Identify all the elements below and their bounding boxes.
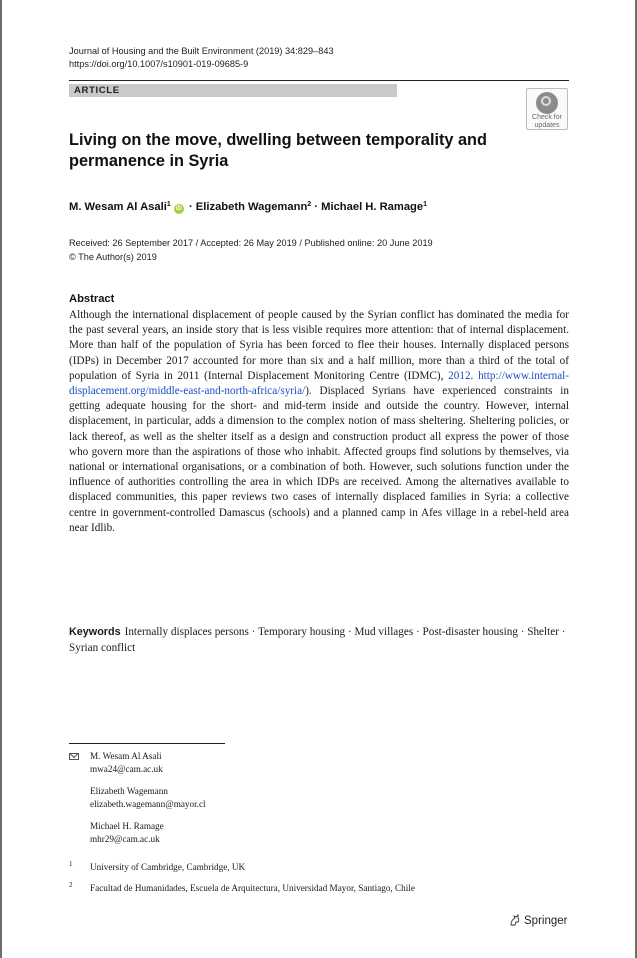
envelope-icon — [69, 753, 79, 760]
contact-name: Michael H. Ramage — [90, 821, 164, 831]
check-for-updates-badge[interactable] — [526, 88, 568, 130]
publisher-name: Springer — [524, 915, 568, 927]
author-list — [69, 197, 427, 215]
contact-name: Elizabeth Wagemann — [90, 786, 168, 796]
orcid-icon[interactable]: iD — [175, 206, 182, 212]
keywords-list: Internally displaces persons · Temporary housing · Mud villages · Post-disaster housing · Shelter · Syrian conflict — [69, 626, 566, 654]
author-separator: · — [311, 201, 322, 213]
copyright-line: © The Author(s) 2019 — [69, 252, 157, 262]
author-2-name[interactable]: Elizabeth Wagemann — [195, 201, 308, 213]
check-updates-icon — [536, 92, 558, 114]
article-type-label: ARTICLE — [74, 85, 120, 96]
springer-horse-icon — [509, 914, 521, 926]
keywords-section — [69, 625, 569, 656]
contact-item — [90, 785, 206, 810]
abstract-mid: . — [470, 369, 479, 382]
affiliation-number: 2 — [69, 881, 73, 889]
author-2-affil: 2 — [307, 201, 312, 208]
keywords-heading: Keywords — [69, 626, 121, 638]
affiliation-text: Facultad de Humanidades, Escuela de Arquitectura, Universidad Mayor, Santiago, Chile — [90, 883, 415, 893]
author-separator: · — [185, 201, 196, 213]
author-3-affil: 1 — [423, 201, 428, 208]
affiliation-text: University of Cambridge, Cambridge, UK — [90, 862, 246, 872]
journal-reference: Journal of Housing and the Built Environment (2019) 34:829–843 — [69, 46, 334, 56]
abstract-part-1: Although the international displacement of people caused by the Syrian conflict has dominated the media for the past several years, an inside story that is less visible requires more attention: that of internal displacement. More than half of the population of Syria has been forced to flee their houses. Internally displaced persons (IDPs) in December 2017 accounted for more than six and a half million, more than a third of the total of population of Syria in 2011 (Internal Displacement Monitoring Centre (IDMC), — [69, 309, 569, 382]
contact-email[interactable]: mhr29@cam.ac.uk — [90, 833, 160, 844]
contact-name: M. Wesam Al Asali — [90, 751, 162, 761]
publication-dates — [69, 236, 433, 264]
contact-email[interactable]: elizabeth.wagemann@mayor.cl — [90, 798, 206, 809]
doi-link[interactable]: https://doi.org/10.1007/s10901-019-09685-9 — [69, 59, 249, 69]
url-link[interactable]: http://www.internal-displacement.org/middle-east-and-north-africa/syria/ — [69, 369, 570, 398]
contact-email[interactable]: mwa24@cam.ac.uk — [90, 763, 163, 774]
affiliation-number: 1 — [69, 860, 73, 868]
check-badge-line2: updates — [534, 121, 560, 129]
author-1-affil: 1 — [166, 201, 171, 208]
author-1-name[interactable]: M. Wesam Al Asali — [69, 201, 167, 213]
dates-line: Received: 26 September 2017 / Accepted: 26 May 2019 / Published online: 20 June 2019 — [69, 238, 433, 248]
footnote-rule — [69, 743, 225, 744]
contact-item — [90, 750, 163, 775]
author-3-name[interactable]: Michael H. Ramage — [321, 201, 424, 213]
header-rule — [69, 80, 569, 81]
abstract-heading: Abstract — [69, 293, 115, 305]
paper-title: Living on the move, dwelling between temporality and permanence in Syria — [69, 131, 487, 170]
page-border-left — [0, 0, 2, 958]
citation-link[interactable]: 2012 — [448, 369, 471, 382]
abstract-body — [69, 308, 569, 536]
check-badge-line1: Check for — [532, 114, 562, 121]
publisher-logo — [509, 914, 567, 927]
abstract-part-2: ). Displaced Syrians have experienced constraints in getting adequate housing for the short- and mid-term inside and outside the country. However, internal displacement, in particular, adds a dimension to the complex notion of mass sheltering. Sheltering policies, or lack thereof, as well as the shelter itself as a design and construction product all express the power of those who govern more than the aspirations of those who inhabit. Affected groups find solutions by themselves, via national or international organisations, or a combination of both. However, such solutions function under the influence of authorities controlling the area in which IDPs are received. Among the alternatives available to displaced communities, this paper reviews two cases of internally displaced families in Syria: a collective centre in government-controlled Damascus (schools) and a planned camp in Afes village in a rebel-held area near Idlib. — [69, 385, 569, 534]
contact-item — [90, 820, 164, 845]
journal-citation — [69, 45, 334, 71]
